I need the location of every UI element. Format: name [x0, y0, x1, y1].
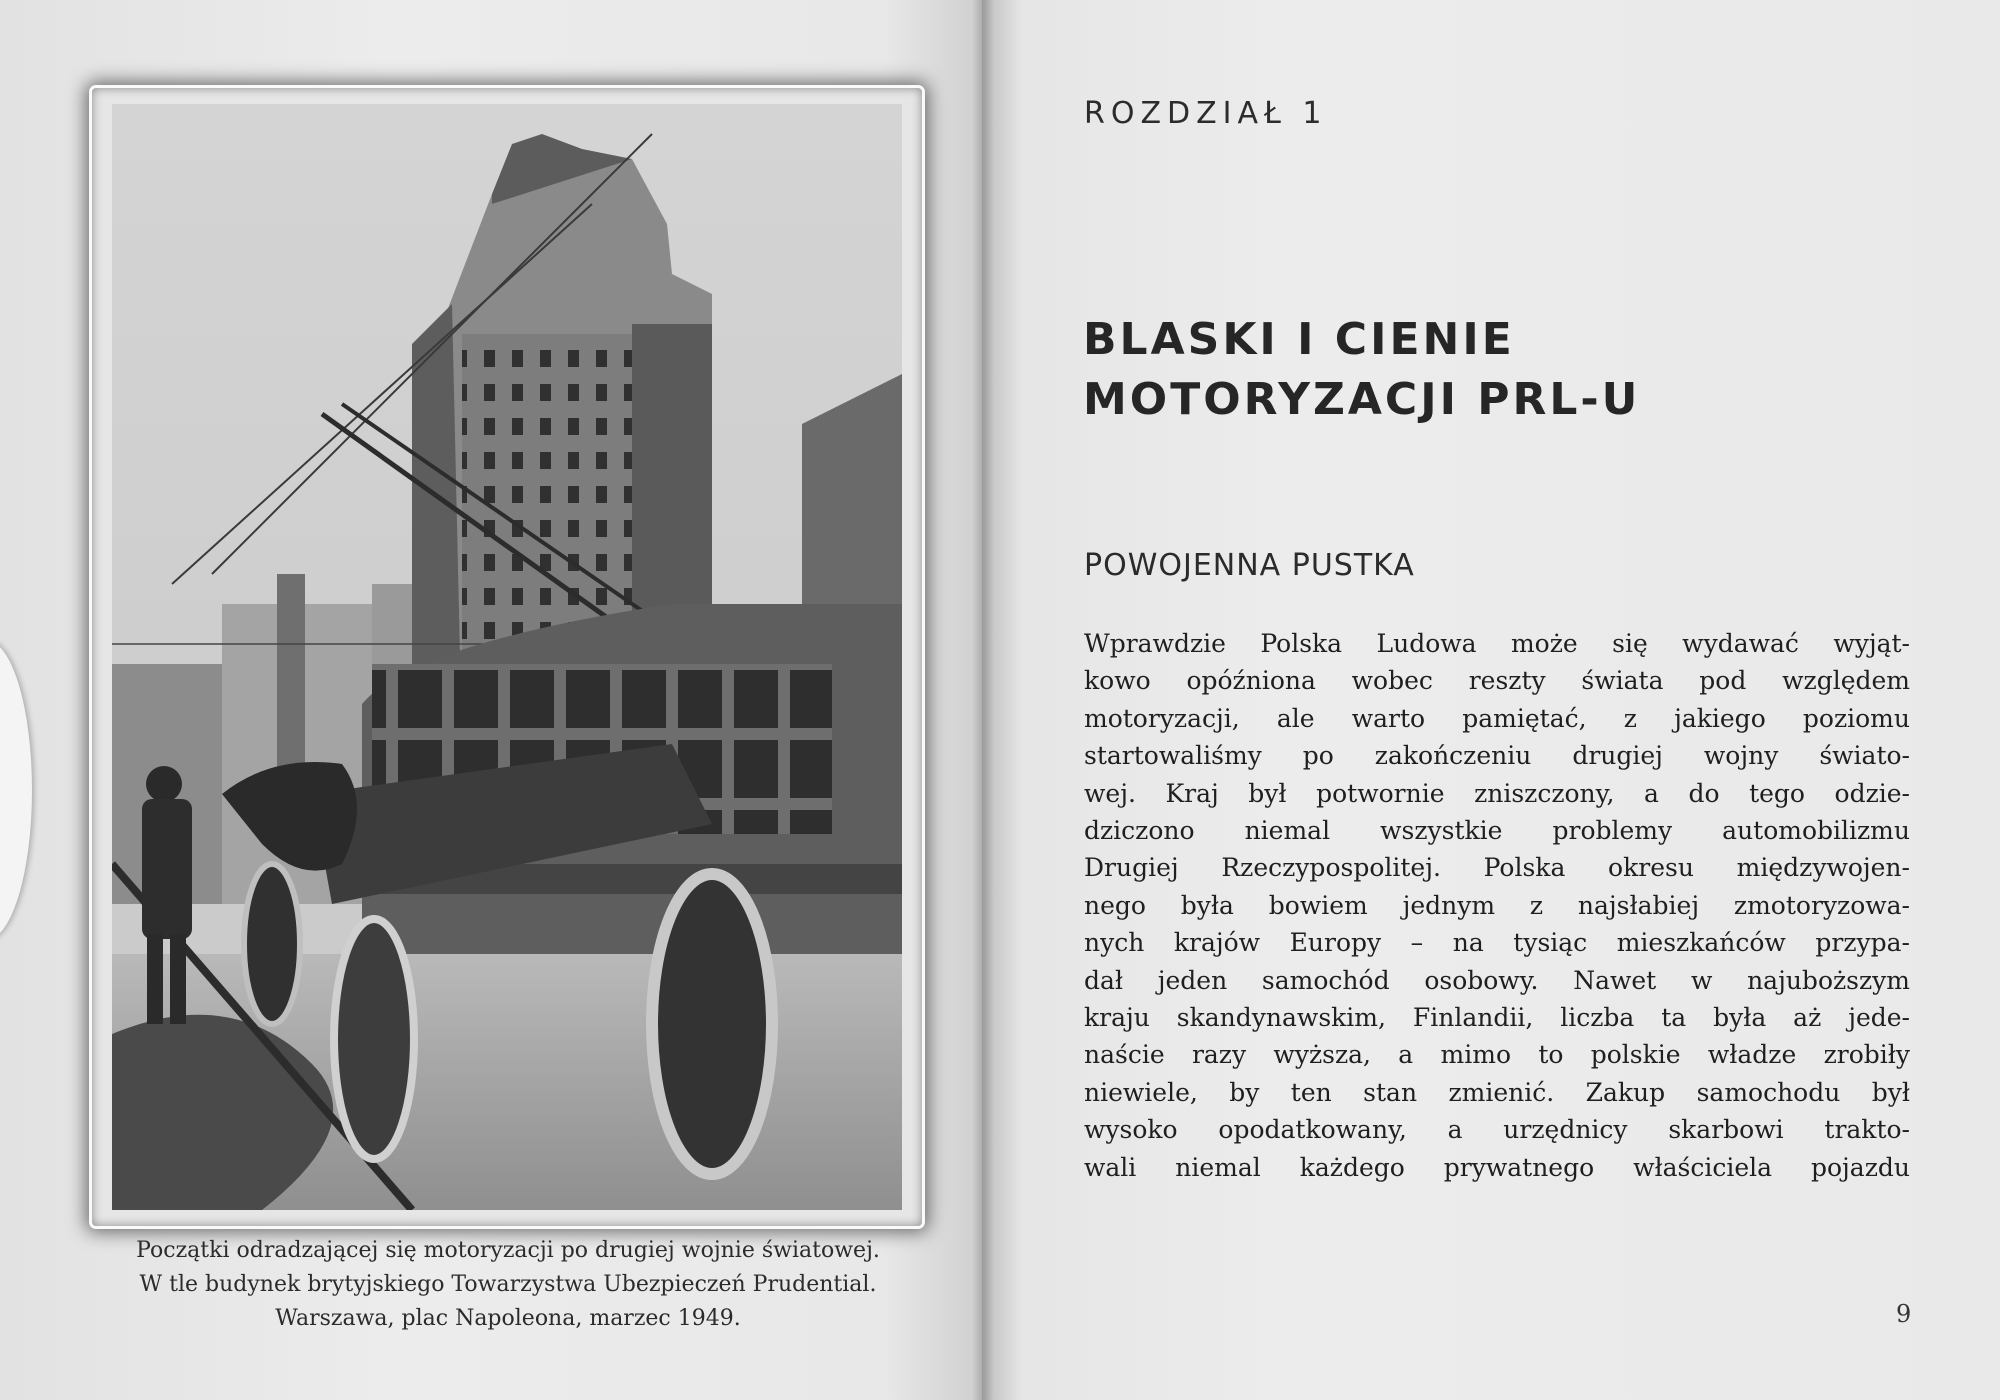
man-figure — [146, 766, 182, 802]
body-line: dał jeden samochód osobowy. Nawet w najuboższym — [1084, 965, 1910, 995]
caption-line: Początki odradzającej się motoryzacji po drugiej wojnie światowej. — [136, 1238, 880, 1263]
body-line: nych krajów Europy – na tysiąc mieszkańców przypa- — [1084, 928, 1910, 958]
cart-wheel-left — [334, 919, 414, 1159]
page-number: 9 — [1896, 1300, 1912, 1328]
body-line: wej. Kraj był potwornie zniszczony, a do tego odzie- — [1084, 778, 1910, 808]
body-line: niewiele, by ten stan zmienić. Zakup samochodu był — [1084, 1077, 1910, 1107]
body-line: Wprawdzie Polska Ludowa może się wydawać wyjąt- — [1084, 629, 1910, 658]
body-line: kraju skandynawskim, Finlandii, liczba ta była aż jede- — [1084, 1003, 1910, 1033]
body-line: motoryzacji, ale warto pamiętać, z jakiego poziomu — [1084, 703, 1910, 733]
body-line: naście razy wyższa, a mimo to polskie władze zrobiły — [1084, 1040, 1910, 1070]
body-line: wysoko opodatkowany, a urzędnicy skarbowi trakto- — [1084, 1115, 1910, 1145]
page-edge-curl — [0, 640, 32, 940]
historical-photo — [112, 104, 902, 1210]
caption-line: Warszawa, plac Napoleona, marzec 1949. — [275, 1306, 741, 1331]
body-line: Drugiej Rzeczypospolitej. Polska okresu międzywojen- — [1084, 853, 1910, 883]
chapter-title — [1083, 310, 1903, 430]
body-line: kowo opóźniona wobec reszty świata pod względem — [1084, 666, 1910, 696]
chapter-title-line: MOTORYZACJI PRL-U — [1083, 374, 1641, 425]
body-line: startowaliśmy po zakończeniu drugiej wojny świato- — [1084, 741, 1910, 771]
photo-frame — [92, 88, 922, 1226]
body-line: wali niemal każdego prywatnego właściciela pojazdu — [1084, 1152, 1910, 1182]
body-paragraph — [1084, 625, 1910, 1186]
caption-line: W tle budynek brytyjskiego Towarzystwa Ubezpieczeń Prudential. — [139, 1272, 877, 1297]
chapter-title-line: BLASKI I CIENIE — [1083, 314, 1515, 365]
chapter-label: ROZDZIAŁ 1 — [1084, 96, 1328, 131]
cart-wheel-right — [652, 874, 772, 1174]
photo-illustration — [112, 104, 902, 1210]
body-line: nego była bowiem jednym z najsłabiej zmotoryzowa- — [1084, 890, 1910, 920]
left-page — [0, 0, 982, 1400]
book-gutter — [972, 0, 994, 1400]
section-title: POWOJENNA PUSTKA — [1084, 548, 1415, 583]
photo-caption — [100, 1234, 916, 1336]
body-line: dziczono niemal wszystkie problemy automobilizmu — [1084, 816, 1910, 846]
